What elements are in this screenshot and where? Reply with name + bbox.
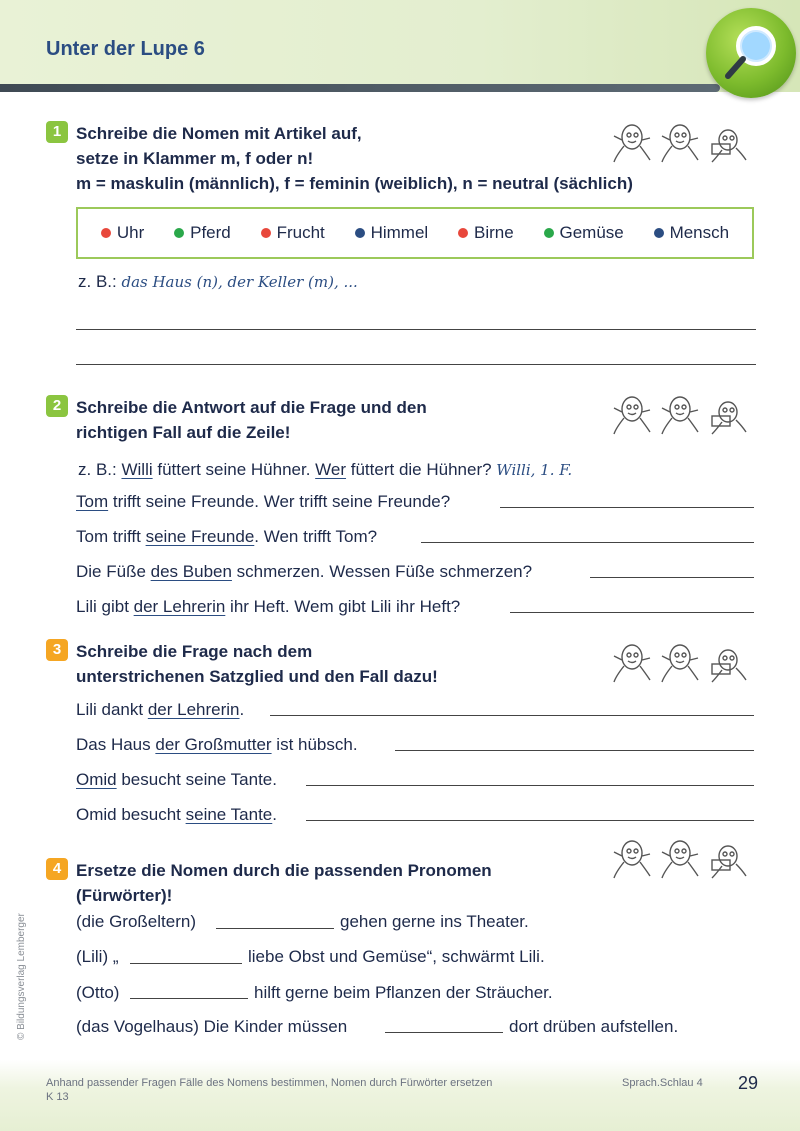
footer-code: K 13 — [46, 1091, 69, 1103]
header-divider — [0, 84, 720, 92]
character-figures-icon — [610, 394, 752, 436]
footer-description: Anhand passender Fragen Fälle des Nomens bestimmen, Nomen durch Fürwörter ersetzen — [46, 1077, 493, 1089]
word-item: Frucht — [261, 223, 325, 243]
sentence: Die Füße des Buben schmerzen. Wessen Füße schmerzen? — [76, 562, 533, 581]
sentence: Das Haus der Großmutter ist hübsch. — [76, 735, 358, 754]
character-figures-icon — [610, 122, 752, 164]
task-number-2: 2 — [46, 395, 68, 417]
sentence-end: gehen gerne ins Theater. — [340, 912, 529, 931]
task1-instruction — [76, 121, 633, 196]
sentence: (Lili) „ — [76, 947, 119, 966]
sentence: Lili dankt der Lehrerin. — [76, 700, 245, 719]
instruction-line: Schreibe die Antwort auf die Frage und den — [76, 398, 427, 417]
instruction-line: Schreibe die Nomen mit Artikel auf, — [76, 124, 362, 143]
task1-example: z. B.: das Haus (n), der Keller (m), ... — [78, 272, 358, 291]
answer-line[interactable] — [130, 998, 248, 999]
blue-dot-icon — [654, 228, 664, 238]
answer-line[interactable] — [216, 928, 334, 929]
instruction-line: setze in Klammer m, f oder n! — [76, 149, 314, 168]
answer-line[interactable] — [270, 715, 754, 716]
page-number: 29 — [738, 1073, 759, 1093]
character-figures-icon — [610, 838, 752, 880]
blue-dot-icon — [355, 228, 365, 238]
instruction-line: Schreibe die Frage nach dem — [76, 642, 313, 661]
instruction-line: richtigen Fall auf die Zeile! — [76, 423, 291, 442]
sentence: Tom trifft seine Freunde. Wen trifft Tom? — [76, 527, 378, 546]
answer-line[interactable] — [395, 750, 754, 751]
red-dot-icon — [101, 228, 111, 238]
answer-line[interactable] — [306, 820, 754, 821]
instruction-line: Ersetze die Nomen durch die passenden Pronomen — [76, 861, 492, 880]
task3-instruction — [76, 639, 438, 689]
magnifier-icon — [716, 18, 786, 88]
word-box — [76, 207, 754, 259]
answer-line[interactable] — [306, 785, 754, 786]
instruction-line: unterstrichenen Satzglied und den Fall dazu! — [76, 667, 438, 686]
answer-line[interactable] — [510, 612, 754, 613]
handwritten-answer: Willi, 1. F. — [496, 461, 573, 479]
answer-line[interactable] — [76, 329, 756, 330]
sentence-end: dort drüben aufstellen. — [509, 1017, 679, 1036]
instruction-line: (Fürwörter)! — [76, 886, 173, 905]
red-dot-icon — [261, 228, 271, 238]
word-item: Birne — [458, 223, 514, 243]
page-title: Unter der Lupe 6 — [46, 38, 205, 60]
sentence-end: liebe Obst und Gemüse“, schwärmt Lili. — [248, 947, 545, 966]
footer-series: Sprach.Schlau 4 — [622, 1077, 703, 1089]
instruction-line: m = maskulin (männlich), f = feminin (weiblich), n = neutral (sächlich) — [76, 174, 633, 193]
sentence: Tom trifft seine Freunde. Wer trifft seine Freunde? — [76, 492, 451, 511]
task4-instruction — [76, 858, 492, 908]
word-item: Gemüse — [544, 223, 624, 243]
green-dot-icon — [544, 228, 554, 238]
sentence: Lili gibt der Lehrerin ihr Heft. Wem gibt Lili ihr Heft? — [76, 597, 461, 616]
sentence: Omid besucht seine Tante. — [76, 805, 277, 824]
handwritten-example: das Haus (n), der Keller (m), ... — [121, 273, 358, 291]
sentence: (die Großeltern) — [76, 912, 196, 931]
answer-line[interactable] — [76, 364, 756, 365]
magnifier-badge — [706, 8, 796, 98]
task2-instruction — [76, 395, 427, 445]
task-number-1: 1 — [46, 121, 68, 143]
red-dot-icon — [458, 228, 468, 238]
page-footer — [0, 1060, 800, 1131]
copyright-text: © Bildungsverlag Lemberger — [16, 913, 27, 1040]
answer-line[interactable] — [385, 1032, 503, 1033]
green-dot-icon — [174, 228, 184, 238]
sentence-end: hilft gerne beim Pflanzen der Sträucher. — [254, 983, 553, 1002]
task-number-4: 4 — [46, 858, 68, 880]
sentence: (das Vogelhaus) Die Kinder müssen — [76, 1017, 348, 1036]
word-item: Mensch — [654, 223, 730, 243]
answer-line[interactable] — [500, 507, 754, 508]
answer-line[interactable] — [130, 963, 242, 964]
task-number-3: 3 — [46, 639, 68, 661]
word-item: Pferd — [174, 223, 231, 243]
answer-line[interactable] — [421, 542, 754, 543]
character-figures-icon — [610, 642, 752, 684]
sentence: (Otto) — [76, 983, 120, 1002]
word-item: Himmel — [355, 223, 429, 243]
answer-line[interactable] — [590, 577, 754, 578]
sentence: Omid besucht seine Tante. — [76, 770, 277, 789]
task2-example: z. B.: Willi füttert seine Hühner. Wer füttert die Hühner? Willi, 1. F. — [78, 460, 573, 479]
word-item: Uhr — [101, 223, 144, 243]
